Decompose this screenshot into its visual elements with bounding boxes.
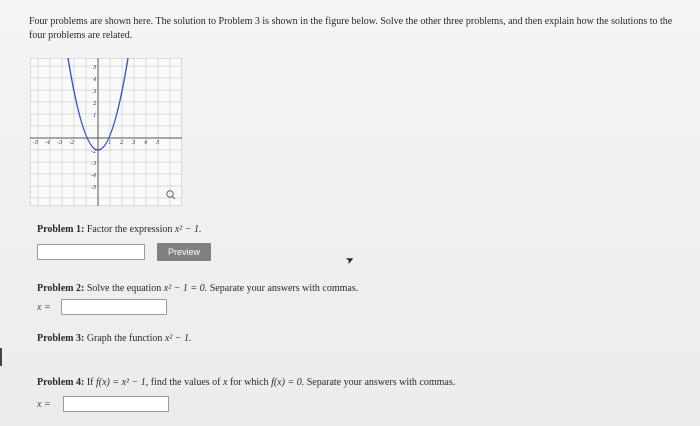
x-tick: 5 [156,140,160,146]
problem-4-text: Problem 4: If f(x) = x² − 1, find the values of x for which f(x) = 0. Separate your answers with commas. [37,377,456,388]
y-tick: 4 [93,77,97,83]
y-tick: -3 [91,161,97,167]
x-tick: -3 [57,140,63,146]
preview-button[interactable]: Preview [157,243,211,261]
problem-3-label: Problem 3: [37,333,85,344]
problem-2-text: Problem 2: Solve the equation x² − 1 = 0. Separate your answers with commas. [37,283,359,294]
x-tick: 3 [132,140,136,146]
x-tick: 4 [144,140,148,146]
problem-4-label: Problem 4: [37,377,85,388]
problem-1-label: Problem 1: [37,224,85,235]
x-tick: 1 [108,140,112,146]
x-tick: -5 [33,140,39,146]
edge-marker [0,348,2,366]
mouse-cursor-icon: ➤ [344,253,357,268]
intro-text: Four problems are shown here. The solution to Problem 3 is shown in the figure below. Solve the other three problems, and then explain how the solutions to the four problems are related. [29,16,673,41]
problem-3-text: Problem 3: Graph the function x² − 1. [37,333,192,344]
y-tick: 1 [93,113,97,119]
problem-2-answer-input[interactable] [61,299,167,315]
y-tick: -2 [91,149,97,155]
parabola-graph [30,58,182,206]
y-tick: 5 [93,65,97,71]
y-tick: 3 [93,89,97,95]
x-tick: 2 [120,140,124,146]
problem-4-answer-label: x = [37,399,51,410]
x-tick: -4 [45,140,51,146]
y-tick: -4 [91,173,97,179]
x-tick: -2 [69,140,75,146]
problem-2-label: Problem 2: [37,283,85,294]
problem-1-answer-input[interactable] [37,244,145,260]
problem-2-answer-label: x = [37,302,51,313]
y-tick: -5 [91,185,97,191]
y-tick: 2 [93,101,97,107]
problem-1-text: Problem 1: Factor the expression x² − 1. [37,224,202,235]
problem-4-answer-input[interactable] [63,396,169,412]
